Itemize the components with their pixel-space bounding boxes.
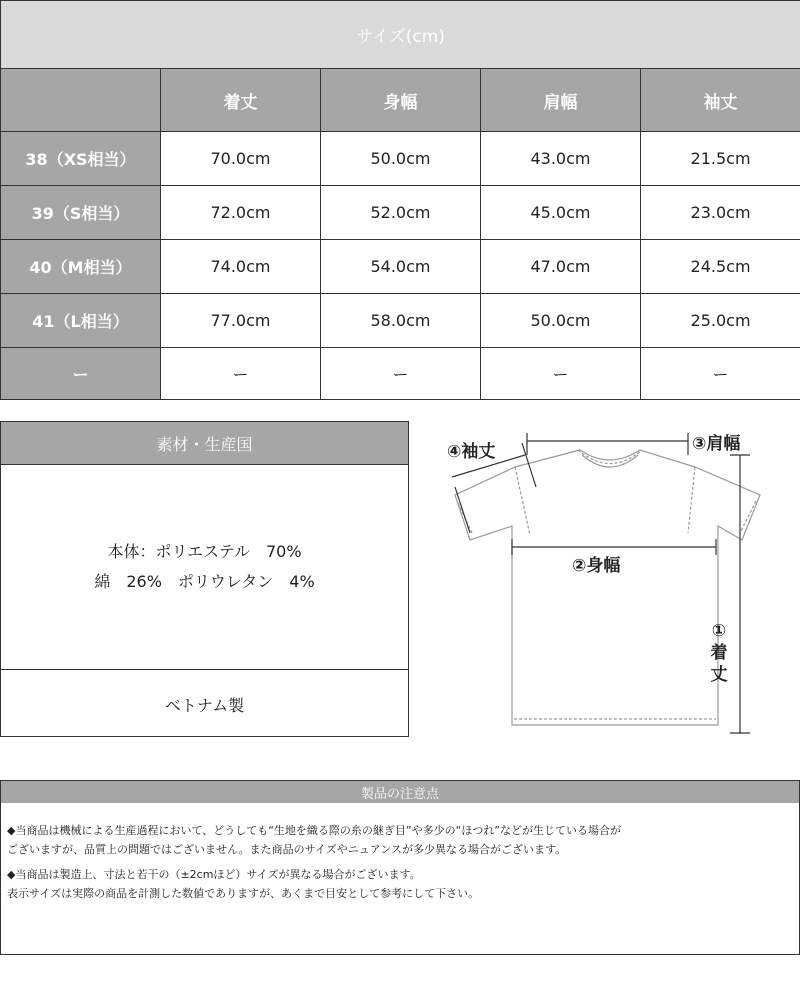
material-title: 素材・生産国 [1, 422, 408, 465]
cell-value: 72.0cm [161, 186, 321, 240]
notes-paragraph [7, 865, 793, 903]
notes-line: ございますが、品質上の問題ではございません。また商品のサイズやニュアンスが多少異なる場合がございます。 [7, 843, 567, 856]
cell-value: 54.0cm [321, 240, 481, 294]
cell-value: 74.0cm [161, 240, 321, 294]
cell-value: ー [641, 348, 800, 400]
notes-line: ◆当商品は機械による生産過程において、どうしても“生地を織る際の糸の継ぎ目”や多少の“ほつれ”などが生じている場合が [7, 824, 622, 837]
table-row [1, 348, 800, 400]
tshirt-icon [430, 415, 800, 740]
cell-value: ー [321, 348, 481, 400]
header-shoulder: 肩幅 [481, 69, 641, 132]
cell-value: 70.0cm [161, 132, 321, 186]
header-sleeve: 袖丈 [641, 69, 800, 132]
cell-value: 52.0cm [321, 186, 481, 240]
notes-title: 製品の注意点 [1, 781, 799, 803]
material-line: 本体：ポリエステル 70% [107, 542, 302, 561]
cell-value: 21.5cm [641, 132, 800, 186]
cell-value: 24.5cm [641, 240, 800, 294]
shoulder-width-label: ③肩幅 [692, 434, 741, 454]
body-length-label: ①着丈 [710, 621, 728, 685]
header-width: 身幅 [321, 69, 481, 132]
cell-value: 58.0cm [321, 294, 481, 348]
table-row [1, 186, 800, 240]
cell-value: ー [481, 348, 641, 400]
notes-paragraph [7, 821, 793, 859]
table-row [1, 240, 800, 294]
size-table [0, 0, 800, 400]
row-label: ー [1, 348, 161, 400]
sleeve-length-label: ④袖丈 [447, 442, 496, 462]
notes-body [1, 803, 799, 903]
cell-value: 50.0cm [321, 132, 481, 186]
cell-value: 43.0cm [481, 132, 641, 186]
size-table-title: サイズ(cm) [1, 1, 800, 69]
cell-value: 45.0cm [481, 186, 641, 240]
cell-value: 50.0cm [481, 294, 641, 348]
material-box [0, 421, 409, 737]
notes-line: ◆当商品は製造上、寸法と若干の（±2cmほど）サイズが異なる場合がございます。 [7, 868, 421, 881]
header-blank [1, 69, 161, 132]
cell-value: 25.0cm [641, 294, 800, 348]
row-label: 39（S相当） [1, 186, 161, 240]
header-length: 着丈 [161, 69, 321, 132]
cell-value: ー [161, 348, 321, 400]
row-label: 40（M相当） [1, 240, 161, 294]
table-row [1, 294, 800, 348]
country-of-origin: ベトナム製 [164, 695, 245, 715]
body-width-label: ②身幅 [572, 556, 621, 576]
cell-value: 23.0cm [641, 186, 800, 240]
product-notes [0, 780, 800, 955]
cell-value: 77.0cm [161, 294, 321, 348]
material-composition [1, 465, 408, 670]
table-row [1, 132, 800, 186]
cell-value: 47.0cm [481, 240, 641, 294]
row-label: 41（L相当） [1, 294, 161, 348]
notes-line: 表示サイズは実際の商品を計測した数値でありますが、あくまで目安として参考にして下さい。 [7, 887, 480, 900]
measurement-diagram [430, 415, 800, 740]
material-line: 綿 26% ポリウレタン 4% [94, 572, 315, 591]
row-label: 38（XS相当） [1, 132, 161, 186]
